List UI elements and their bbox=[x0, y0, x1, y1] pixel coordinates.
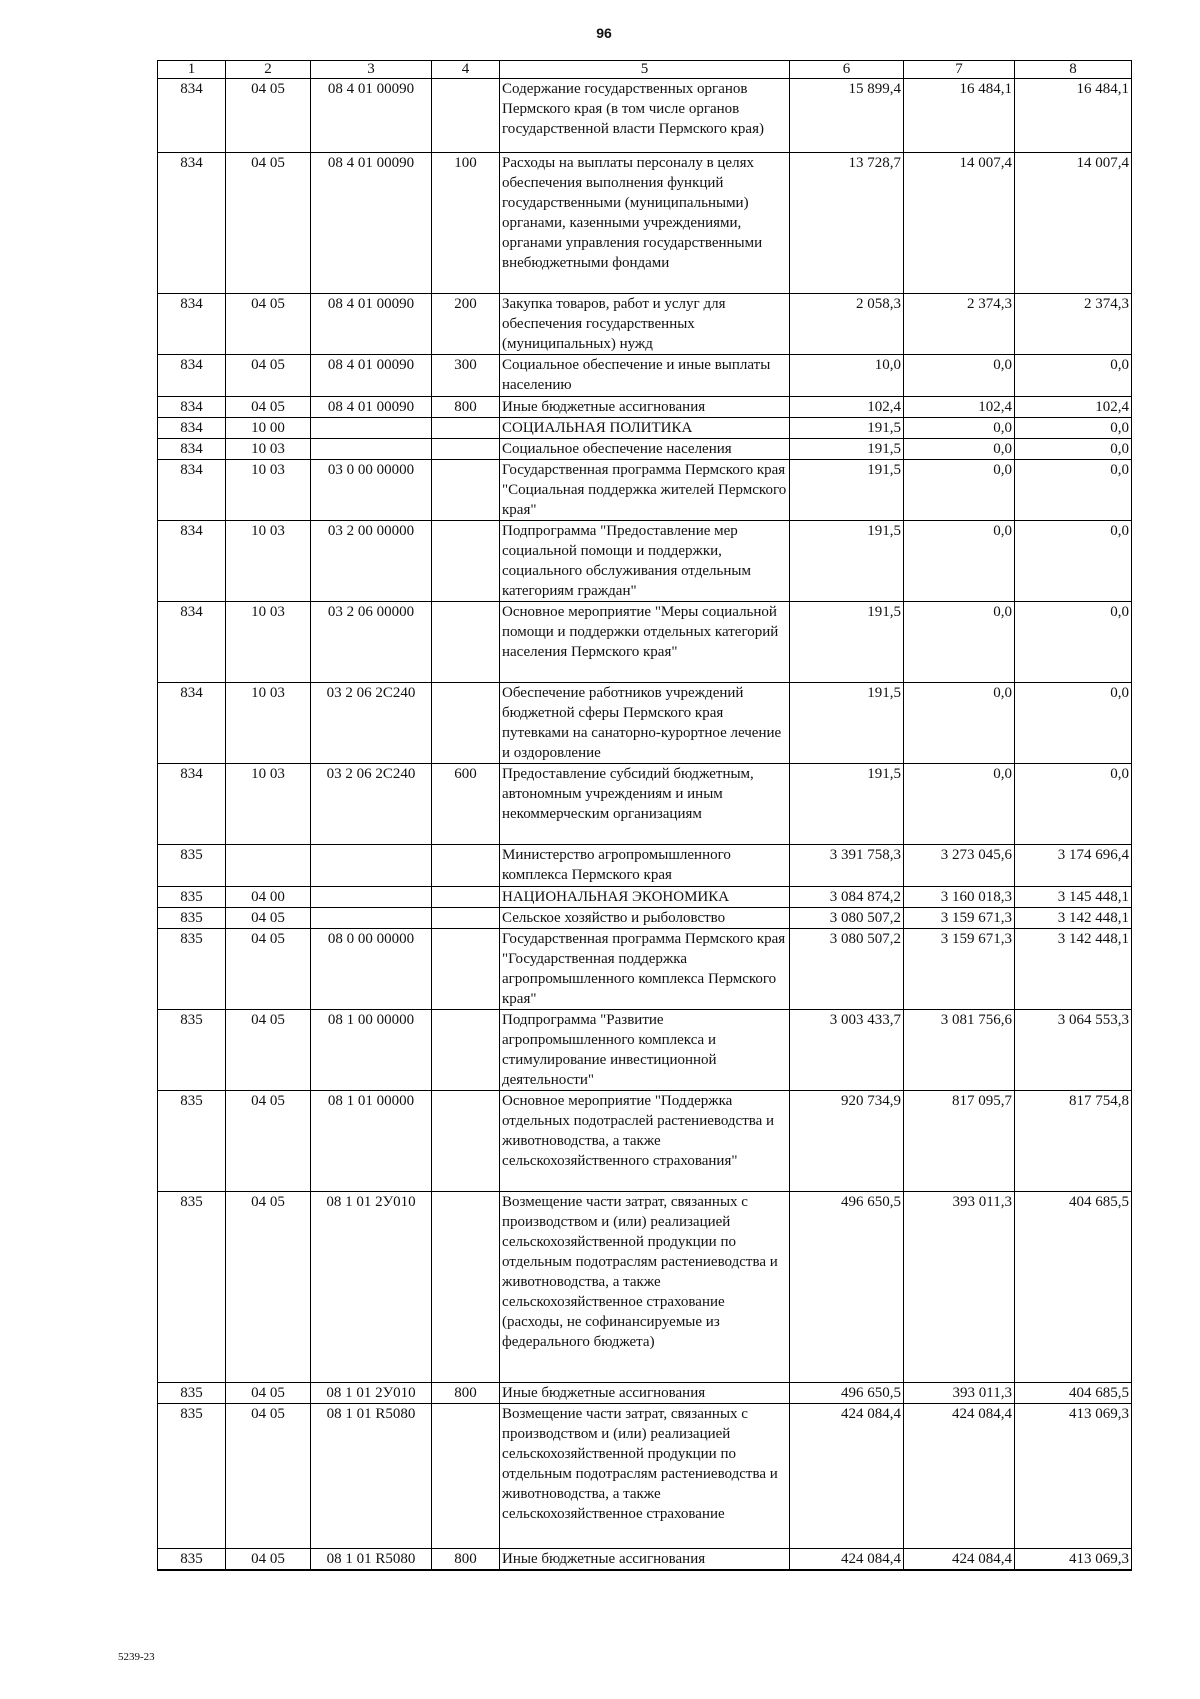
col-header-8: 8 bbox=[1015, 61, 1132, 79]
amount-col8-cell: 3 142 448,1 bbox=[1015, 929, 1132, 1010]
amount-col8-cell: 0,0 bbox=[1015, 460, 1132, 521]
amount-col6-cell: 191,5 bbox=[790, 521, 904, 602]
description-cell: Предоставление субсидий бюджетным, автономным учреждениям и иным некоммерческим организациям bbox=[500, 764, 790, 845]
section-code-cell: 04 05 bbox=[226, 1549, 311, 1571]
description-cell: Подпрограмма "Развитие агропромышленного комплекса и стимулирование инвестиционной деятельности" bbox=[500, 1010, 790, 1091]
description-cell: Сельское хозяйство и рыболовство bbox=[500, 908, 790, 929]
description-cell: Иные бюджетные ассигнования bbox=[500, 397, 790, 418]
target-article-cell: 03 2 06 2С240 bbox=[311, 683, 432, 764]
admin-code-cell: 834 bbox=[158, 439, 226, 460]
expense-type-cell bbox=[432, 418, 500, 439]
admin-code-cell: 834 bbox=[158, 355, 226, 397]
table-row bbox=[158, 1010, 1132, 1091]
expense-type-cell: 100 bbox=[432, 153, 500, 294]
expense-type-cell bbox=[432, 845, 500, 887]
target-article-cell: 08 1 01 00000 bbox=[311, 1091, 432, 1192]
table-row bbox=[158, 1549, 1132, 1571]
table-row bbox=[158, 683, 1132, 764]
section-code-cell: 04 05 bbox=[226, 1404, 311, 1549]
amount-col6-cell: 15 899,4 bbox=[790, 79, 904, 153]
description-cell: Основное мероприятие "Поддержка отдельных подотраслей растениеводства и животноводства, а также сельскохозяйственного страхования" bbox=[500, 1091, 790, 1192]
section-code-cell: 10 03 bbox=[226, 521, 311, 602]
amount-col8-cell: 0,0 bbox=[1015, 439, 1132, 460]
amount-col7-cell: 0,0 bbox=[904, 418, 1015, 439]
target-article-cell: 08 4 01 00090 bbox=[311, 355, 432, 397]
table-row bbox=[158, 602, 1132, 683]
amount-col8-cell: 14 007,4 bbox=[1015, 153, 1132, 294]
amount-col8-cell: 404 685,5 bbox=[1015, 1383, 1132, 1404]
description-cell: Министерство агропромышленного комплекса Пермского края bbox=[500, 845, 790, 887]
target-article-cell: 08 4 01 00090 bbox=[311, 79, 432, 153]
description-cell: НАЦИОНАЛЬНАЯ ЭКОНОМИКА bbox=[500, 887, 790, 908]
expense-type-cell bbox=[432, 521, 500, 602]
table-row bbox=[158, 908, 1132, 929]
admin-code-cell: 834 bbox=[158, 418, 226, 439]
amount-col8-cell: 413 069,3 bbox=[1015, 1549, 1132, 1571]
section-code-cell: 04 05 bbox=[226, 79, 311, 153]
admin-code-cell: 835 bbox=[158, 1549, 226, 1571]
section-code-cell: 04 05 bbox=[226, 1192, 311, 1383]
amount-col6-cell: 496 650,5 bbox=[790, 1192, 904, 1383]
target-article-cell: 03 2 06 2С240 bbox=[311, 764, 432, 845]
table-row bbox=[158, 153, 1132, 294]
amount-col6-cell: 102,4 bbox=[790, 397, 904, 418]
amount-col6-cell: 3 080 507,2 bbox=[790, 929, 904, 1010]
section-code-cell: 10 03 bbox=[226, 683, 311, 764]
amount-col7-cell: 102,4 bbox=[904, 397, 1015, 418]
description-cell: Государственная программа Пермского края "Государственная поддержка агропромышленного комплекса Пермского края" bbox=[500, 929, 790, 1010]
amount-col6-cell: 10,0 bbox=[790, 355, 904, 397]
expense-type-cell: 600 bbox=[432, 764, 500, 845]
description-cell: Основное мероприятие "Меры социальной помощи и поддержки отдельных категорий населения Пермского края" bbox=[500, 602, 790, 683]
amount-col8-cell: 2 374,3 bbox=[1015, 294, 1132, 355]
description-cell: Социальное обеспечение и иные выплаты населению bbox=[500, 355, 790, 397]
amount-col6-cell: 13 728,7 bbox=[790, 153, 904, 294]
amount-col6-cell: 3 080 507,2 bbox=[790, 908, 904, 929]
col-header-2: 2 bbox=[226, 61, 311, 79]
budget-table bbox=[157, 60, 1132, 1571]
admin-code-cell: 834 bbox=[158, 460, 226, 521]
table-row bbox=[158, 764, 1132, 845]
amount-col6-cell: 191,5 bbox=[790, 460, 904, 521]
description-cell: Закупка товаров, работ и услуг для обеспечения государственных (муниципальных) нужд bbox=[500, 294, 790, 355]
amount-col6-cell: 191,5 bbox=[790, 764, 904, 845]
section-code-cell bbox=[226, 845, 311, 887]
amount-col8-cell: 0,0 bbox=[1015, 355, 1132, 397]
admin-code-cell: 834 bbox=[158, 683, 226, 764]
target-article-cell bbox=[311, 845, 432, 887]
col-header-5: 5 bbox=[500, 61, 790, 79]
amount-col7-cell: 3 159 671,3 bbox=[904, 908, 1015, 929]
expense-type-cell bbox=[432, 1192, 500, 1383]
admin-code-cell: 835 bbox=[158, 1383, 226, 1404]
table-row bbox=[158, 439, 1132, 460]
target-article-cell: 08 1 01 2У010 bbox=[311, 1383, 432, 1404]
table-row bbox=[158, 1192, 1132, 1383]
description-cell: Расходы на выплаты персоналу в целях обеспечения выполнения функций государственными (муниципальными) органами, казенными учреждениями, органами управления государственными внебюджетными фондами bbox=[500, 153, 790, 294]
section-code-cell: 04 05 bbox=[226, 1091, 311, 1192]
description-cell: Подпрограмма "Предоставление мер социальной помощи и поддержки, социального обслуживания отдельным категориям граждан" bbox=[500, 521, 790, 602]
description-cell: Возмещение части затрат, связанных с производством и (или) реализацией сельскохозяйственной продукции по отдельным подотраслям растениеводства и животноводства, а также сельскохозяйственное страхование (расходы, не софинансируемые из федерального бюджета) bbox=[500, 1192, 790, 1383]
col-header-6: 6 bbox=[790, 61, 904, 79]
section-code-cell: 04 05 bbox=[226, 1010, 311, 1091]
expense-type-cell bbox=[432, 1091, 500, 1192]
table-row bbox=[158, 397, 1132, 418]
description-cell: Возмещение части затрат, связанных с производством и (или) реализацией сельскохозяйственной продукции по отдельным подотраслям растениеводства и животноводства, а также сельскохозяйственное страхование bbox=[500, 1404, 790, 1549]
section-code-cell: 10 03 bbox=[226, 764, 311, 845]
target-article-cell: 08 1 01 2У010 bbox=[311, 1192, 432, 1383]
amount-col7-cell: 393 011,3 bbox=[904, 1383, 1015, 1404]
expense-type-cell bbox=[432, 908, 500, 929]
expense-type-cell bbox=[432, 683, 500, 764]
target-article-cell: 08 4 01 00090 bbox=[311, 153, 432, 294]
admin-code-cell: 835 bbox=[158, 1091, 226, 1192]
target-article-cell: 08 0 00 00000 bbox=[311, 929, 432, 1010]
admin-code-cell: 835 bbox=[158, 1010, 226, 1091]
col-header-3: 3 bbox=[311, 61, 432, 79]
page-number: 96 bbox=[596, 25, 612, 41]
expense-type-cell bbox=[432, 79, 500, 153]
target-article-cell bbox=[311, 887, 432, 908]
section-code-cell: 10 03 bbox=[226, 460, 311, 521]
section-code-cell: 04 05 bbox=[226, 908, 311, 929]
table-row bbox=[158, 845, 1132, 887]
amount-col8-cell: 817 754,8 bbox=[1015, 1091, 1132, 1192]
admin-code-cell: 834 bbox=[158, 294, 226, 355]
section-code-cell: 10 03 bbox=[226, 439, 311, 460]
admin-code-cell: 834 bbox=[158, 764, 226, 845]
table-row bbox=[158, 521, 1132, 602]
amount-col7-cell: 2 374,3 bbox=[904, 294, 1015, 355]
target-article-cell: 08 1 01 R5080 bbox=[311, 1404, 432, 1549]
amount-col7-cell: 0,0 bbox=[904, 439, 1015, 460]
target-article-cell: 03 2 06 00000 bbox=[311, 602, 432, 683]
amount-col6-cell: 424 084,4 bbox=[790, 1404, 904, 1549]
amount-col7-cell: 0,0 bbox=[904, 683, 1015, 764]
amount-col8-cell: 404 685,5 bbox=[1015, 1192, 1132, 1383]
admin-code-cell: 835 bbox=[158, 845, 226, 887]
amount-col6-cell: 496 650,5 bbox=[790, 1383, 904, 1404]
amount-col7-cell: 3 273 045,6 bbox=[904, 845, 1015, 887]
expense-type-cell: 300 bbox=[432, 355, 500, 397]
expense-type-cell: 800 bbox=[432, 1383, 500, 1404]
amount-col8-cell: 0,0 bbox=[1015, 521, 1132, 602]
admin-code-cell: 834 bbox=[158, 79, 226, 153]
amount-col7-cell: 817 095,7 bbox=[904, 1091, 1015, 1192]
admin-code-cell: 835 bbox=[158, 1192, 226, 1383]
amount-col8-cell: 0,0 bbox=[1015, 602, 1132, 683]
amount-col6-cell: 191,5 bbox=[790, 602, 904, 683]
description-cell: Содержание государственных органов Пермского края (в том числе органов государственной власти Пермского края) bbox=[500, 79, 790, 153]
target-article-cell bbox=[311, 908, 432, 929]
amount-col6-cell: 920 734,9 bbox=[790, 1091, 904, 1192]
amount-col7-cell: 0,0 bbox=[904, 355, 1015, 397]
table-row bbox=[158, 294, 1132, 355]
col-header-1: 1 bbox=[158, 61, 226, 79]
amount-col8-cell: 102,4 bbox=[1015, 397, 1132, 418]
target-article-cell: 03 2 00 00000 bbox=[311, 521, 432, 602]
expense-type-cell bbox=[432, 602, 500, 683]
expense-type-cell bbox=[432, 1404, 500, 1549]
amount-col7-cell: 393 011,3 bbox=[904, 1192, 1015, 1383]
amount-col8-cell: 3 064 553,3 bbox=[1015, 1010, 1132, 1091]
target-article-cell bbox=[311, 439, 432, 460]
amount-col7-cell: 3 160 018,3 bbox=[904, 887, 1015, 908]
amount-col7-cell: 3 081 756,6 bbox=[904, 1010, 1015, 1091]
amount-col7-cell: 424 084,4 bbox=[904, 1549, 1015, 1571]
amount-col7-cell: 0,0 bbox=[904, 764, 1015, 845]
description-cell: Обеспечение работников учреждений бюджетной сферы Пермского края путевками на санаторно-курортное лечение и оздоровление bbox=[500, 683, 790, 764]
table-row bbox=[158, 1091, 1132, 1192]
amount-col8-cell: 3 142 448,1 bbox=[1015, 908, 1132, 929]
admin-code-cell: 834 bbox=[158, 521, 226, 602]
description-cell: СОЦИАЛЬНАЯ ПОЛИТИКА bbox=[500, 418, 790, 439]
target-article-cell: 08 1 00 00000 bbox=[311, 1010, 432, 1091]
amount-col7-cell: 0,0 bbox=[904, 602, 1015, 683]
table-row bbox=[158, 355, 1132, 397]
section-code-cell: 04 05 bbox=[226, 294, 311, 355]
amount-col7-cell: 14 007,4 bbox=[904, 153, 1015, 294]
amount-col6-cell: 191,5 bbox=[790, 683, 904, 764]
amount-col8-cell: 0,0 bbox=[1015, 418, 1132, 439]
admin-code-cell: 834 bbox=[158, 153, 226, 294]
amount-col6-cell: 3 003 433,7 bbox=[790, 1010, 904, 1091]
expense-type-cell: 800 bbox=[432, 397, 500, 418]
amount-col7-cell: 3 159 671,3 bbox=[904, 929, 1015, 1010]
target-article-cell bbox=[311, 418, 432, 439]
amount-col6-cell: 191,5 bbox=[790, 439, 904, 460]
expense-type-cell bbox=[432, 887, 500, 908]
section-code-cell: 04 00 bbox=[226, 887, 311, 908]
description-cell: Иные бюджетные ассигнования bbox=[500, 1383, 790, 1404]
table-row bbox=[158, 929, 1132, 1010]
budget-table-body bbox=[158, 79, 1132, 1571]
table-row bbox=[158, 1404, 1132, 1549]
amount-col6-cell: 2 058,3 bbox=[790, 294, 904, 355]
section-code-cell: 04 05 bbox=[226, 153, 311, 294]
amount-col8-cell: 3 145 448,1 bbox=[1015, 887, 1132, 908]
amount-col6-cell: 191,5 bbox=[790, 418, 904, 439]
expense-type-cell: 200 bbox=[432, 294, 500, 355]
col-header-7: 7 bbox=[904, 61, 1015, 79]
document-code: 5239-23 bbox=[118, 1651, 155, 1663]
admin-code-cell: 835 bbox=[158, 887, 226, 908]
amount-col8-cell: 0,0 bbox=[1015, 764, 1132, 845]
table-row bbox=[158, 1383, 1132, 1404]
expense-type-cell bbox=[432, 439, 500, 460]
table-row bbox=[158, 887, 1132, 908]
section-code-cell: 04 05 bbox=[226, 355, 311, 397]
amount-col7-cell: 16 484,1 bbox=[904, 79, 1015, 153]
section-code-cell: 04 05 bbox=[226, 1383, 311, 1404]
target-article-cell: 03 0 00 00000 bbox=[311, 460, 432, 521]
table-row bbox=[158, 79, 1132, 153]
amount-col6-cell: 3 391 758,3 bbox=[790, 845, 904, 887]
expense-type-cell bbox=[432, 1010, 500, 1091]
target-article-cell: 08 4 01 00090 bbox=[311, 294, 432, 355]
target-article-cell: 08 1 01 R5080 bbox=[311, 1549, 432, 1571]
admin-code-cell: 835 bbox=[158, 908, 226, 929]
admin-code-cell: 834 bbox=[158, 602, 226, 683]
description-cell: Государственная программа Пермского края "Социальная поддержка жителей Пермского края" bbox=[500, 460, 790, 521]
section-code-cell: 04 05 bbox=[226, 397, 311, 418]
description-cell: Иные бюджетные ассигнования bbox=[500, 1549, 790, 1571]
amount-col8-cell: 0,0 bbox=[1015, 683, 1132, 764]
admin-code-cell: 834 bbox=[158, 397, 226, 418]
amount-col6-cell: 424 084,4 bbox=[790, 1549, 904, 1571]
amount-col7-cell: 424 084,4 bbox=[904, 1404, 1015, 1549]
section-code-cell: 10 00 bbox=[226, 418, 311, 439]
amount-col8-cell: 16 484,1 bbox=[1015, 79, 1132, 153]
amount-col8-cell: 413 069,3 bbox=[1015, 1404, 1132, 1549]
admin-code-cell: 835 bbox=[158, 929, 226, 1010]
expense-type-cell: 800 bbox=[432, 1549, 500, 1571]
description-cell: Социальное обеспечение населения bbox=[500, 439, 790, 460]
table-row bbox=[158, 460, 1132, 521]
section-code-cell: 10 03 bbox=[226, 602, 311, 683]
table-row bbox=[158, 418, 1132, 439]
amount-col7-cell: 0,0 bbox=[904, 521, 1015, 602]
expense-type-cell bbox=[432, 460, 500, 521]
amount-col7-cell: 0,0 bbox=[904, 460, 1015, 521]
header-row bbox=[158, 61, 1132, 79]
amount-col6-cell: 3 084 874,2 bbox=[790, 887, 904, 908]
target-article-cell: 08 4 01 00090 bbox=[311, 397, 432, 418]
expense-type-cell bbox=[432, 929, 500, 1010]
admin-code-cell: 835 bbox=[158, 1404, 226, 1549]
col-header-4: 4 bbox=[432, 61, 500, 79]
section-code-cell: 04 05 bbox=[226, 929, 311, 1010]
amount-col8-cell: 3 174 696,4 bbox=[1015, 845, 1132, 887]
